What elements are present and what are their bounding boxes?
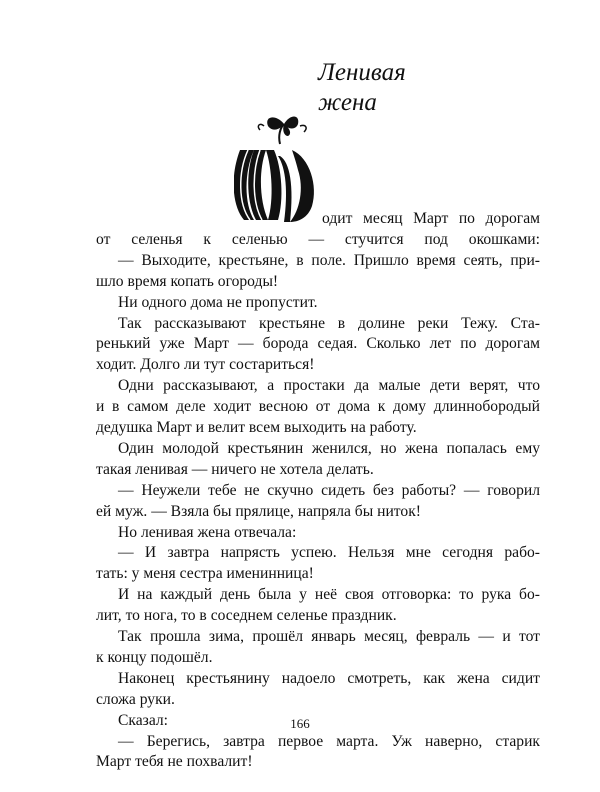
text-line-13: такая ленивая — ничего не хотела делать. <box>96 460 374 478</box>
text-line-10: и в самом деле ходит весною от дома к дому длиннобородый <box>96 398 540 416</box>
text-line-18: тать: у меня сестра именинница! <box>96 565 314 583</box>
text-line-23: Наконец крестьянину надоело смотреть, как жена сидит <box>118 669 540 687</box>
page-number: 166 <box>290 716 310 731</box>
text-line-8: ходит. Долго ли тут состариться! <box>96 356 315 374</box>
text-line-11: дедушка Март и велит всем выходить на работу. <box>96 419 417 436</box>
title-line-2: жена <box>318 89 377 116</box>
text-line-22: к концу подошёл. <box>96 648 213 666</box>
text-line-27: Март тебя не похвалит! <box>96 753 253 771</box>
drop-cap-letter-illustration <box>234 106 324 226</box>
text-line-16: Но ленивая жена отвечала: <box>118 523 297 541</box>
text-line-6: Так рассказывают крестьяне в долине реки Тежу. Ста- <box>118 314 540 332</box>
text-line-19: И на каждый день была у неё своя отговорка: то рука бо- <box>118 586 540 604</box>
text-line-7: ренький уже Март — борода седая. Сколько лет по дорогам <box>96 335 540 353</box>
text-line-25: Сказал: <box>118 711 168 729</box>
text-line-26: — Берегись, завтра первое марта. Уж наверно, старик <box>118 732 540 750</box>
text-line-15: ей муж. — Взяла бы прялице, напряла бы ниток! <box>96 502 421 520</box>
title-line-1: Ленивая <box>318 59 406 86</box>
story-title <box>318 58 406 118</box>
text-line-4: шло время копать огороды! <box>96 272 279 290</box>
text-line-1: одит месяц Март по дорогам <box>322 210 540 227</box>
text-line-14: — Неужели тебе не скучно сидеть без работы? — говорил <box>118 481 540 499</box>
text-line-20: лит, то нога, то в соседнем селенье праздник. <box>96 607 397 625</box>
text-line-5: Ни одного дома не пропустит. <box>118 293 318 311</box>
text-line-21: Так прошла зима, прошёл январь месяц, февраль — и тот <box>118 628 540 645</box>
text-line-9: Одни рассказывают, а простаки да малые дети верят, что <box>118 377 540 395</box>
text-line-17: — И завтра напрясть успею. Нельзя мне сегодня рабо- <box>118 544 540 562</box>
text-line-12: Один молодой крестьянин женился, но жена попалась ему <box>118 439 540 457</box>
text-line-3: — Выходите, крестьяне, в поле. Пришло время сеять, при- <box>118 251 540 269</box>
text-line-24: сложа руки. <box>96 690 175 708</box>
text-line-2: от селенья к селенью — стучится под окошками: <box>96 230 540 248</box>
